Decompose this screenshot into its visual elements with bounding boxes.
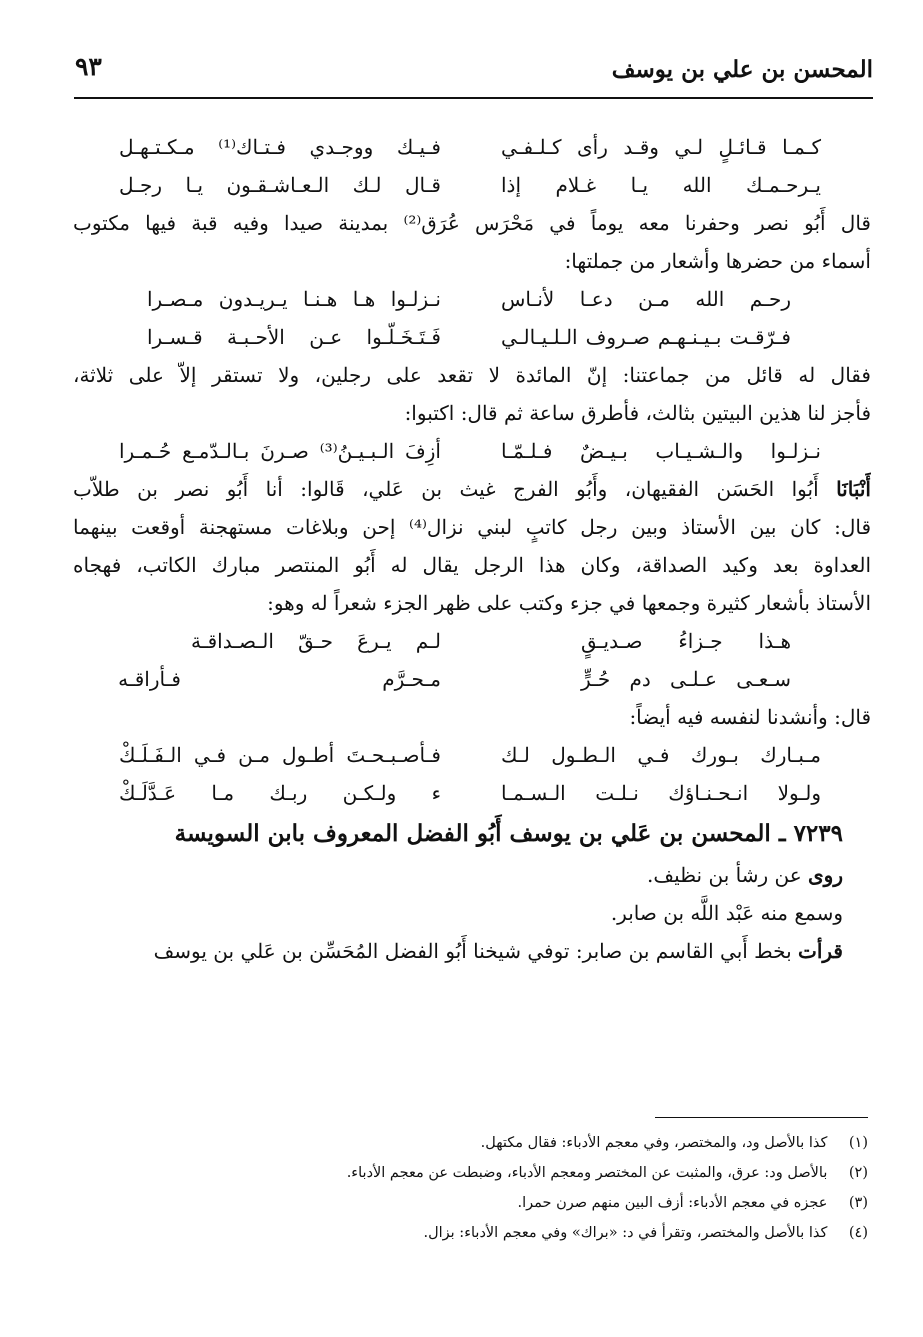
footnote-text: عجزه في معجم الأدباء: أزف البين منهم صرن حمرا.	[517, 1195, 828, 1211]
page-number: ٩٣	[75, 52, 102, 81]
header-rule	[74, 97, 873, 99]
verse-first-hemistich: هـذا جـزاءُ صـديـقٍ	[581, 629, 791, 653]
verse-second-hemistich: فـأصـبـحـتَ أطـول مـن فـي الـفَـلَـكْ	[119, 743, 441, 767]
footnote-number: (٢)	[848, 1165, 868, 1181]
verse-second-hemistich: قـال لـك الـعـاشـقـون يـا رجـل	[119, 173, 441, 197]
lead-word: أَنْبَانَا	[836, 477, 871, 501]
paragraph-line: روى عن رشأ بن نظيف.	[647, 863, 843, 887]
footnote-text: كذا بالأصل ود، والمختصر، وفي معجم الأدباء: فقال مكتهل.	[480, 1135, 828, 1151]
verse-line	[73, 280, 871, 318]
paragraph-line: قرأت بخط أَبي القاسم بن صابر: توفي شيخنا أَبُو الفضل المُحَسِّن بن عَلي بن يوسف	[153, 939, 843, 963]
verse-second-hemistich: لـم يـرعَ حـقّ الـصـداقـة	[191, 629, 441, 653]
verse-line	[73, 166, 871, 204]
paragraph-line: فأجز لنا هذين البيتين بثالث، فأطرق ساعة ثم قال: اكتبوا:	[404, 401, 871, 425]
footnote-text: كذا بالأصل والمختصر، وتقرأ في د: «براك» وفي معجم الأدباء: بزال.	[423, 1225, 828, 1241]
verse-line	[73, 736, 871, 774]
verse-first-hemistich: كـمـا قـائـلٍ لـي وقـد رأى كـلـفـي	[501, 135, 821, 159]
paragraph-line: قال: وأنشدنا لنفسه فيه أيضاً:	[629, 705, 871, 729]
paragraph-line: فقال له قائل من جماعتنا: إنّ المائدة لا تقعد على رجلين، ولا تستقر إلاّ على ثلاثة،	[73, 363, 871, 387]
verse-first-hemistich: سـعـى عـلـى دم حُـرٍّ	[581, 667, 791, 691]
footnote-text: بالأصل ود: عرق، والمثبت عن المختصر ومعجم الأدباء، وضبطت عن معجم الأدباء.	[346, 1165, 828, 1181]
footnote-rule	[655, 1117, 868, 1118]
paragraph-line: قال أَبُو نصر وحفرنا معه يوماً في مَحْرَس عُرَق⁽²⁾ بمدينة صيدا وفيه قبة فيها مكتوب	[73, 211, 871, 235]
paragraph-line: العداوة بعد وكيد الصداقة، وكان هذا الرجل يقال له أَبُو المنتصر مبارك الكاتب، فهجاه	[73, 553, 871, 577]
paragraph-line: وسمع منه عَبْد اللَّه بن صابر.	[610, 901, 843, 925]
verse-second-hemistich: أزِفَ الـبـيـنُ⁽³⁾ صـرنَ بـالـدّمـع حُـمـرا	[119, 439, 441, 463]
verse-first-hemistich: رحـم الله مـن دعـا لأنـاس	[501, 287, 791, 311]
footnote	[68, 1188, 868, 1218]
paragraph-line: أسماء من حضرها وأشعار من جملتها:	[564, 249, 871, 273]
verse-line	[73, 774, 871, 812]
lead-word: قرأت	[798, 939, 843, 963]
verse-line	[73, 432, 871, 470]
verse-line	[73, 660, 871, 698]
verse-first-hemistich: نـزلـوا والـشـيـاب بـيـضٌ فـلـمّـا	[501, 439, 821, 463]
verse-line	[73, 318, 871, 356]
verse-second-hemistich: فَـتَـخَـلّـوا عـن الأحـبـة قـسـرا	[147, 325, 441, 349]
paragraph-line: قال: كان بين الأستاذ وبين رجل كاتبٍ لبني نزال⁽⁴⁾ إحن وبلاغات مستهجنة أوقعت بينهما	[73, 515, 871, 539]
verse-first-hemistich: مـبـارك بـورك فـي الـطـول لـك	[501, 743, 821, 767]
verse-first-hemistich: يـرحـمـك الله يـا غـلام إذا	[501, 173, 821, 197]
verse-second-hemistich: ء ولـكـن ربـك مـا عَـدَّلَـكْ	[119, 781, 441, 805]
verse-second-hemistich-end: فـأراقـه	[118, 667, 181, 691]
footnote	[68, 1128, 868, 1158]
paragraph-line: أَنْبَانَا أَبُوا الحَسَن الفقيهان، وأَبُو الفرج غيث بن عَلي، قَالوا: أنا أَبُو نصر بن طلاّب	[73, 477, 871, 501]
lead-word: روى	[808, 863, 843, 887]
running-header-title: المحسن بن علي بن يوسف	[611, 56, 873, 83]
footnote-number: (٣)	[848, 1195, 868, 1211]
verse-second-hemistich: نـزلـوا هـا هـنـا يـريـدون مـصـرا	[147, 287, 441, 311]
verse-line	[73, 128, 871, 166]
footnote-number: (٤)	[848, 1225, 868, 1241]
footnote	[68, 1158, 868, 1188]
verse-second-hemistich: مـحـرَّم	[382, 667, 441, 691]
verse-line	[73, 622, 871, 660]
footnote	[68, 1218, 868, 1248]
entry-heading: ٧٢٣٩ ـ المحسن بن عَلي بن يوسف أَبُو الفضل المعروف بابن السويسة	[174, 820, 843, 847]
footnotes	[68, 1128, 868, 1248]
paragraph-line: الأستاذ بأشعار كثيرة وجمعها في جزء وكتب على ظهر الجزء شعراً له وهو:	[267, 591, 871, 615]
verse-first-hemistich: فـرّقـت بـيـنـهـم صـروف الـلـيـالـي	[501, 325, 791, 349]
footnote-number: (١)	[848, 1135, 868, 1151]
verse-first-hemistich: ولـولا انـحـنـاؤك نـلـت الـسـمـا	[501, 781, 821, 805]
verse-second-hemistich: فـيـك ووجـدي فـتـاك⁽¹⁾ مـكـتـهـل	[119, 135, 441, 159]
main-text	[73, 128, 871, 970]
